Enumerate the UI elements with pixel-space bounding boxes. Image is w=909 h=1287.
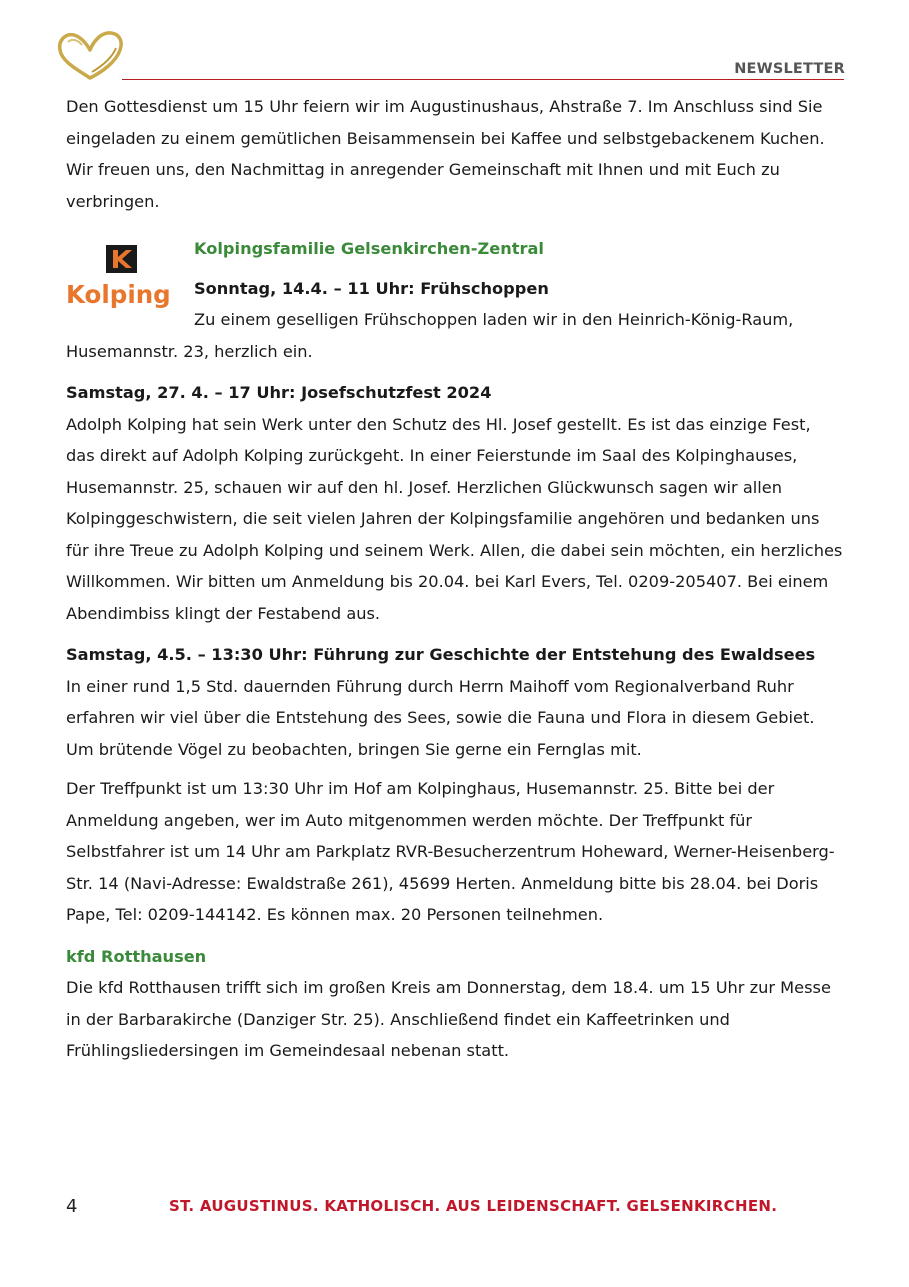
event3-text1: In einer rund 1,5 Std. dauernden Führung durch Herrn Maihoff vom Regionalverband Ruhr erfahren wir viel über die Entstehung des Sees, sowie die Fauna und Flora in diesem Gebiet. Um brütende Vögel zu beobachten, bringen Sie gerne ein Fernglas mit. <box>66 676 815 759</box>
event2-text: Adolph Kolping hat sein Werk unter den Schutz des Hl. Josef gestellt. Es ist das einzige Fest, das direkt auf Adolph Kolping zurückgeht. In einer Feierstunde im Saal des Kolpinghauses, Husemannstr. 25, schauen wir auf den hl. Josef. Herzlichen Glückwunsch sagen wir allen Kolpinggeschwistern, die seit vielen Jahren der Kolpingsfamilie angehören und bedanken uns für ihre Treue zu Adolph Kolping und seinem Werk. Allen, die dabei sein möchten, ein herzliches Willkommen. Wir bitten um Anmeldung bis 20.04. bei Karl Evers, Tel. 0209-205407. Bei einem Abendimbiss klingt der Festabend aus. <box>66 414 843 623</box>
footer-slogan: ST. AUGUSTINUS. KATHOLISCH. AUS LEIDENSCHAFT. GELSENKIRCHEN. <box>169 1197 778 1215</box>
header-rule <box>122 79 844 80</box>
event1-text-line2: Husemannstr. 23, herzlich ein. <box>66 341 313 361</box>
kolping-k-icon <box>106 245 137 273</box>
event3-text2: Der Treffpunkt ist um 13:30 Uhr im Hof am Kolpinghaus, Husemannstr. 25. Bitte bei der Anmeldung angeben, wer im Auto mitgenommen werden möchte. Der Treffpunkt für Selbstfahrer ist um 14 Uhr am Parkplatz RVR-Besucherzentrum Hoheward, Werner-Heisenberg-Str. 14 (Navi-Adresse: Ewaldstraße 261), 45699 Herten. Anmeldung bitte bis 28.04. bei Doris Pape, Tel: 0209-144142. Es können max. 20 Personen teilnehmen. <box>66 779 835 924</box>
event1-text-line1: Zu einem geselligen Frühschoppen laden wir in den Heinrich-König-Raum, <box>194 310 794 329</box>
kolping-heading: Kolpingsfamilie Gelsenkirchen-Zentral <box>194 239 544 258</box>
kolping-logo <box>66 245 180 317</box>
heart-icon <box>56 28 126 82</box>
event2-title: Samstag, 27. 4. – 17 Uhr: Josefschutzfest 2024 <box>66 383 492 402</box>
event3-title: Samstag, 4.5. – 13:30 Uhr: Führung zur Geschichte der Entstehung des Ewaldsees <box>66 645 816 664</box>
header-label: NEWSLETTER <box>734 61 845 77</box>
page-number: 4 <box>66 1196 78 1217</box>
kfd-heading: kfd Rotthausen <box>66 946 207 966</box>
kolping-section <box>66 233 844 367</box>
kfd-text: Die kfd Rotthausen trifft sich im großen Kreis am Donnerstag, dem 18.4. um 15 Uhr zur Messe in der Barbarakirche (Danziger Str. 25). Anschließend findet ein Kaffeetrinken und Frühlingsliedersingen im Gemeindesaal nebenan statt. <box>66 978 831 1060</box>
kolping-logo-text: Kolping <box>66 280 171 309</box>
article-content <box>66 91 844 1067</box>
event1-title: Sonntag, 14.4. – 11 Uhr: Frühschoppen <box>194 278 549 298</box>
intro-paragraph: Den Gottesdienst um 15 Uhr feiern wir im Augustinushaus, Ahstraße 7. Im Anschluss sind Sie eingeladen zu einem gemütlichen Beisammensein bei Kaffee und selbstgebackenem Kuchen. Wir freuen uns, den Nachmittag in anregender Gemeinschaft mit Ihnen und mit Euch zu verbringen. <box>66 97 825 211</box>
